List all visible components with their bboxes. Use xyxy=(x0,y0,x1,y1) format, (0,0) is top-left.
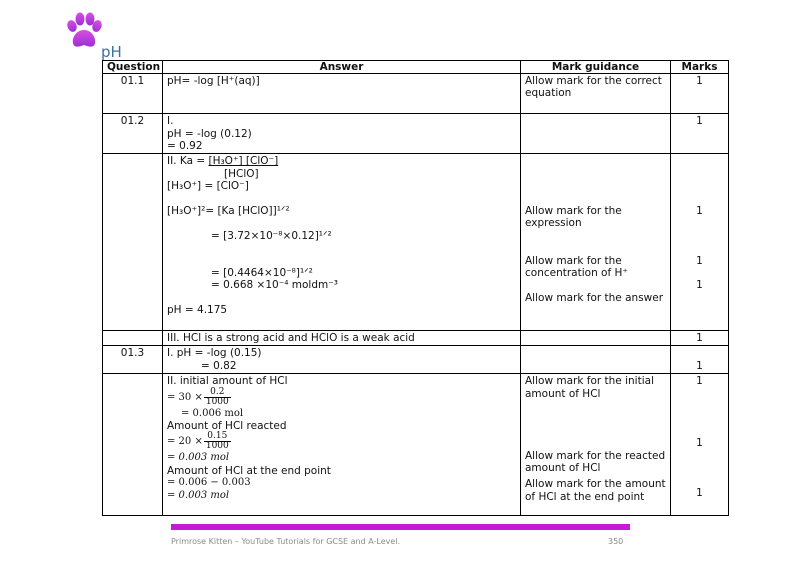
table-row xyxy=(103,374,729,516)
answer-line: [H₃O⁺] = [ClO⁻] xyxy=(167,180,249,193)
mark-value: 1 xyxy=(696,486,703,499)
answer-cell xyxy=(163,374,521,516)
answer-line: Amount of HCl reacted xyxy=(167,420,287,433)
guidance-cell xyxy=(521,374,671,516)
guidance-cell xyxy=(521,331,671,346)
answer-line: I. xyxy=(167,115,174,128)
guidance-line: Allow mark for the correct equation xyxy=(525,75,662,100)
answer-line: = 0.92 xyxy=(167,140,203,153)
question-number xyxy=(103,374,163,516)
table-row xyxy=(103,114,729,154)
page-number: 350 xyxy=(608,537,624,546)
table-row xyxy=(103,74,729,114)
marks-cell: 1 xyxy=(671,74,729,114)
answer-line: = [3.72×10⁻⁸×0.12]¹ᐟ² xyxy=(211,229,332,242)
math-line: = 0.003 mol xyxy=(167,489,230,501)
guidance-cell xyxy=(521,346,671,374)
answer-line: = 0.82 xyxy=(201,359,237,372)
guidance-cell xyxy=(521,154,671,331)
table-header-row xyxy=(103,61,729,74)
answer-cell xyxy=(163,74,521,114)
table-row xyxy=(103,154,729,331)
column-header-marks: Marks xyxy=(671,61,729,74)
math-line: = 0.003 mol xyxy=(167,452,230,464)
table-row xyxy=(103,346,729,374)
footer-text: Primrose Kitten – YouTube Tutorials for GCSE and A-Level. xyxy=(171,537,401,546)
mark-value: 1 xyxy=(696,375,703,388)
question-number xyxy=(103,154,163,331)
guidance-line: Allow mark for the initial amount of HCl xyxy=(525,375,654,400)
answer-line: II. initial amount of HCl xyxy=(167,375,288,388)
answer-line: pH= -log [H⁺(aq)] xyxy=(167,75,260,87)
column-header-question: Question xyxy=(103,61,163,74)
question-number: 01.2 xyxy=(103,114,163,154)
answer-line: = 0.668 ×10⁻⁴ moldm⁻³ xyxy=(211,279,338,292)
ka-denominator: [HClO] xyxy=(224,167,259,180)
guidance-line: Allow mark for the expression xyxy=(525,204,622,230)
answer-cell xyxy=(163,154,521,331)
answer-line: pH = 4.175 xyxy=(167,304,228,317)
math-line: = 20 × $\frac{0.15}{1000}$ xyxy=(167,431,229,452)
guidance-line: Allow mark for the concentration of H⁺ xyxy=(525,254,628,279)
question-number: 01.3 xyxy=(103,346,163,374)
answer-cell xyxy=(163,114,521,154)
answer-line: I. pH = -log (0.15) xyxy=(167,347,262,360)
answer-line: = [0.4464×10⁻⁸]¹ᐟ² xyxy=(211,267,313,280)
math-line: = 0.006 mol xyxy=(181,407,244,419)
answer-line: [H₃O⁺]²= [Ka [HClO]]¹ᐟ² xyxy=(167,205,290,218)
fraction: $\frac{0.15}{1000}$ xyxy=(205,431,229,452)
mark-value: 1 xyxy=(696,254,703,267)
mark-scheme-table xyxy=(102,60,729,516)
guidance-cell xyxy=(521,74,671,114)
marks-cell xyxy=(671,346,729,374)
column-header-answer: Answer xyxy=(163,61,521,74)
math-line: = 30 × $\frac{0.2}{1000}$ xyxy=(167,386,229,407)
answer-cell xyxy=(163,346,521,374)
marks-cell xyxy=(671,374,729,516)
answer-line xyxy=(167,155,516,167)
answer-line: III. HCl is a strong acid and HClO is a weak acid xyxy=(167,332,415,345)
mark-value: 1 xyxy=(696,279,703,292)
section-title: pH xyxy=(101,43,122,61)
footer-divider-bar xyxy=(171,524,630,530)
question-number: 01.1 xyxy=(103,74,163,114)
question-number xyxy=(103,331,163,346)
marks-cell: 1 xyxy=(671,114,729,154)
answer-line: pH = -log (0.12) xyxy=(167,127,252,140)
ka-label: II. Ka = xyxy=(167,155,209,168)
answer-line: Amount of HCl at the end point xyxy=(167,464,331,477)
mark-value: 1 xyxy=(696,359,703,372)
ka-numerator: [H₃O⁺] [ClO⁻] xyxy=(208,155,279,168)
math-line: = 0.006 − 0.003 xyxy=(167,477,251,489)
table-row xyxy=(103,331,729,346)
marks-cell xyxy=(671,154,729,331)
mark-value: 1 xyxy=(696,437,703,450)
answer-cell xyxy=(163,331,521,346)
fraction: $\frac{0.2}{1000}$ xyxy=(205,386,229,407)
guidance-line: Allow mark for the amount of HCl at the end point xyxy=(525,478,666,503)
guidance-line: Allow mark for the answer xyxy=(525,291,664,304)
paw-print-icon xyxy=(66,12,102,52)
guidance-cell xyxy=(521,114,671,154)
marks-cell: 1 xyxy=(671,331,729,346)
guidance-line: Allow mark for the reacted amount of HCl xyxy=(525,449,666,475)
column-header-guidance: Mark guidance xyxy=(521,61,671,74)
mark-value: 1 xyxy=(696,204,703,217)
